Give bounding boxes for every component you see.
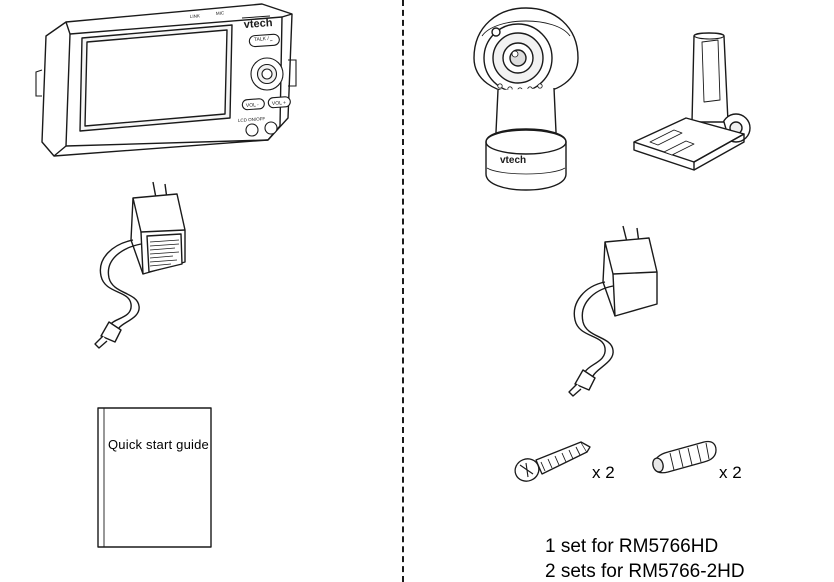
camera-unit xyxy=(456,2,596,197)
screws-quantity-label: x 2 xyxy=(592,463,615,482)
left-panel xyxy=(0,0,404,582)
svg-text:VOL -: VOL - xyxy=(245,102,259,109)
power-adapter xyxy=(85,178,215,353)
svg-text:TALK / ⎵: TALK / ⎵ xyxy=(253,35,273,43)
screws xyxy=(511,440,596,488)
wall-mount-bracket xyxy=(628,30,788,180)
wall-anchors-quantity-label: x 2 xyxy=(719,463,742,482)
svg-text:VOL +: VOL + xyxy=(271,100,287,107)
set-note-line-2: 2 sets for RM5766-2HD xyxy=(545,561,745,582)
power-adapter xyxy=(561,222,681,397)
wall-anchors xyxy=(646,440,721,488)
svg-text:MIC: MIC xyxy=(215,10,225,16)
svg-text:LCD ON/OFF: LCD ON/OFF xyxy=(237,116,266,123)
quick-start-guide-label: Quick start guide xyxy=(108,437,209,452)
set-notes xyxy=(545,534,745,582)
set-note-line-1: 1 set for RM5766HD xyxy=(545,536,719,557)
parent-unit-monitor xyxy=(30,0,300,165)
svg-text:vtech: vtech xyxy=(500,155,527,166)
svg-text:vtech: vtech xyxy=(243,17,273,31)
svg-text:LINK: LINK xyxy=(189,13,201,19)
right-panel xyxy=(406,0,834,582)
quick-start-guide xyxy=(96,406,216,551)
